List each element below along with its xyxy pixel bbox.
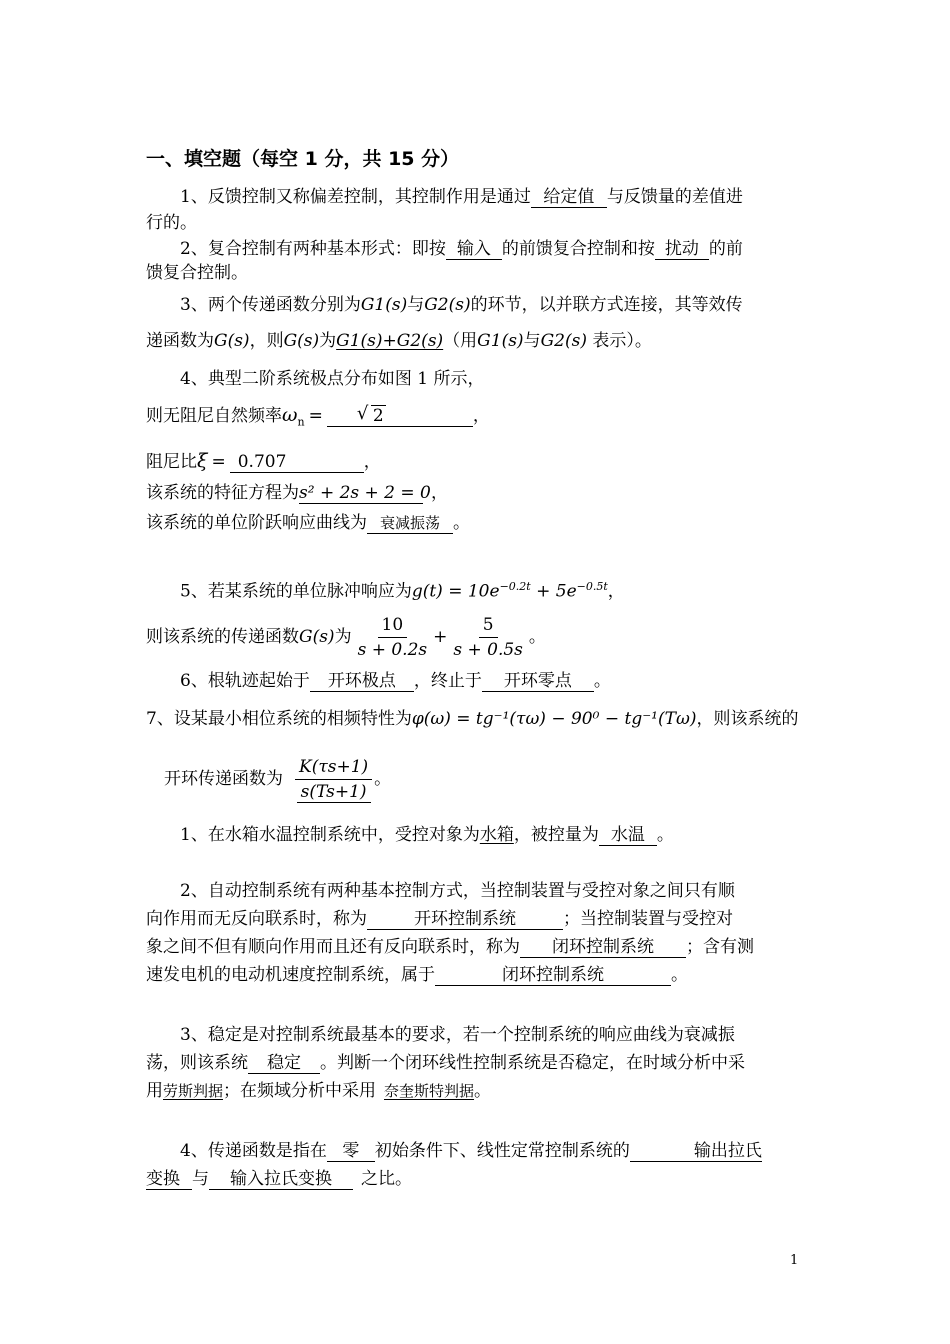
q1-answer: 给定值 (531, 187, 607, 208)
p4-answer-2a: 输出拉氏 (630, 1141, 762, 1162)
p3-l2a: 荡，则该系统 (146, 1053, 248, 1073)
p2-number: 2、 (180, 881, 208, 901)
p1-text: 在水箱水温控制系统中，受控对象为 (207, 825, 480, 845)
q2-answer-2: 扰动 (655, 239, 709, 260)
q3-g2: G2(s) (424, 295, 471, 315)
q4-intro-text: 典型二阶系统极点分布如图 1 所示， (207, 369, 485, 389)
p2-answer-2: 闭环控制系统 (520, 937, 686, 958)
q5-fraction-1 (354, 615, 432, 660)
q7-l2: 开环传递函数为 (164, 769, 283, 789)
q7-post: ，则该系统的 (696, 709, 799, 729)
q1-text-post: 与反馈量的差值进 (606, 187, 743, 207)
p4-l2a: 与 (192, 1169, 209, 1189)
question-3-line-1 (180, 294, 743, 316)
q4-wn-radicand: 2 (372, 406, 384, 426)
q4-xi-symbol: ξ (197, 450, 208, 472)
q5-f2-denominator: s + 0.5s (453, 640, 523, 660)
p2-l3a: 象之间不但有顺向作用而且还有反向联系时，称为 (146, 937, 520, 957)
q4-equals-2: = (211, 452, 226, 472)
p1-answer-1: 水箱 (479, 825, 514, 845)
q3-gs2: G(s) (283, 331, 320, 351)
q5-fraction-2 (449, 615, 527, 660)
q4-equals: = (308, 406, 323, 426)
p1-number: 1、 (180, 825, 208, 845)
sqrt-symbol (357, 406, 386, 426)
p4-l2b: 之比。 (361, 1169, 412, 1189)
q6-mid: ，终止于 (413, 671, 482, 691)
p3-l3a: 用 (146, 1081, 163, 1101)
p3-line-1 (180, 1024, 735, 1046)
p4-line-2 (146, 1168, 412, 1190)
p3-answer-2: 劳斯判据 (163, 1082, 224, 1100)
q4-characteristic-line (146, 482, 448, 504)
p2-l2a: 向作用而无反向联系时，称为 (146, 909, 367, 929)
q4-comma: ， (472, 406, 490, 426)
q4-natural-frequency-line (146, 404, 490, 433)
question-1-line-1 (180, 186, 743, 208)
p4-answer-1: 零 (327, 1141, 375, 1162)
question-7-line-1 (146, 708, 798, 730)
q3-gs: G(s) (214, 331, 250, 351)
q3-l2d: （用 (443, 331, 478, 351)
q5-impulse-g: g(t) = 10e (411, 581, 500, 602)
q3-g2b: G2(s) (540, 331, 587, 351)
p1-mid: ，被控量为 (513, 825, 599, 845)
q4-omega-symbol: ω (282, 404, 298, 426)
p3-l1: 稳定是对控制系统最基本的要求，若一个控制系统的响应曲线为衰减振 (207, 1025, 735, 1045)
question-6 (180, 670, 611, 692)
p2-line-3 (146, 936, 754, 958)
q6-text: 根轨迹起始于 (207, 671, 310, 691)
p3-line-3 (146, 1080, 491, 1102)
q3-text: 两个传递函数分别为 (207, 295, 361, 315)
q5-text: 若某系统的单位脉冲响应为 (207, 581, 412, 602)
q7-fraction (295, 757, 372, 803)
q4-damping-line (146, 450, 381, 473)
q7-period: 。 (374, 769, 392, 789)
question-7-line-2 (164, 754, 391, 804)
q5-gs: G(s) (299, 627, 335, 647)
q6-answer-2: 开环零点 (482, 671, 594, 692)
p3-l2b: 。判断一个闭环线性控制系统是否稳定，在时域分析中采 (320, 1053, 745, 1073)
p4-answer-3: 输入拉氏变换 (209, 1169, 353, 1190)
plus-sign: + (433, 627, 448, 647)
q3-answer: G1(s)+G2(s) (336, 331, 444, 351)
p4-l1b: 初始条件下、线性定常控制系统的 (374, 1141, 630, 1161)
p2-l2b: ；当控制装置与受控对 (563, 909, 733, 929)
p4-line-1 (180, 1140, 762, 1162)
p3-l3b: ；在频域分析中采用 (223, 1081, 377, 1101)
q7-phase-formula: φ(ω) = tg⁻¹(τω) − 90⁰ − tg⁻¹(Tω) (411, 709, 697, 729)
p4-answer-2b: 变换 (146, 1169, 192, 1190)
q7-numerator: K(τs+1) (295, 757, 372, 780)
q4-step-answer: 衰减振荡 (367, 513, 453, 534)
question-3-line-2 (146, 330, 652, 352)
q3-l2e: 表示）。 (586, 331, 652, 351)
q3-l2c: 为 (319, 331, 337, 351)
p4-number: 4、 (180, 1141, 208, 1161)
q4-omega-subscript: n (297, 415, 305, 429)
q4-number: 4、 (180, 369, 208, 389)
p3-l3c: 。 (474, 1081, 492, 1101)
q2-text-mid: 的前馈复合控制和按 (501, 239, 655, 259)
q3-g1b: G1(s) (477, 331, 524, 351)
q6-answer-1: 开环极点 (310, 671, 414, 692)
p3-line-2 (146, 1052, 745, 1074)
q4-wn-label: 则无阻尼自然频率 (146, 406, 282, 426)
question-2-line-1 (180, 238, 743, 260)
question-4-intro (180, 368, 484, 390)
p2-l4a: 速发电机的电动机速度控制系统，属于 (146, 965, 435, 985)
q2-text: 复合控制有两种基本形式：即按 (207, 239, 446, 259)
q3-g1: G1(s) (360, 295, 408, 315)
p2-answer-3: 闭环控制系统 (435, 965, 671, 986)
p2-answer-1: 开环控制系统 (367, 909, 563, 930)
q7-number: 7、 (146, 709, 174, 729)
q5-f1-numerator: 10 (378, 615, 408, 638)
q4-comma-2: ， (363, 452, 381, 472)
q2-number: 2、 (180, 239, 208, 259)
question-2-line-2: 馈复合控制。 (146, 263, 248, 283)
q4-step-response-line (146, 512, 470, 534)
q4-wn-answer (327, 406, 473, 427)
section-heading: 一、填空题（每空 1 分，共 15 分） (146, 148, 460, 170)
q5-l2b: 为 (334, 627, 352, 647)
q3-text-post: 的环节，以并联方式连接，其等效传 (470, 295, 743, 315)
q4-comma-3: ， (431, 483, 448, 503)
q3-l2a: 递函数为 (146, 331, 214, 351)
p3-number: 3、 (180, 1025, 208, 1045)
p3-answer-3: 奈奎斯特判据 (384, 1082, 475, 1100)
q1-text: 反馈控制又称偏差控制，其控制作用是通过 (207, 187, 531, 207)
q1-number: 1、 (180, 187, 208, 207)
q5-period: 。 (528, 627, 546, 647)
q5-f2-numerator: 5 (479, 615, 498, 638)
p2-l3b: ；含有测 (686, 937, 754, 957)
p1-post: 。 (656, 825, 674, 845)
q5-post: ， (607, 581, 625, 602)
question-5-line-1 (180, 576, 625, 603)
q5-l2: 则该系统的传递函数 (146, 627, 299, 647)
p1-answer-2: 水温 (599, 825, 657, 846)
q3-l2b: ，则 (249, 331, 284, 351)
q2-text-post: 的前 (708, 239, 743, 259)
q6-number: 6、 (180, 671, 208, 691)
q5-exp1: −0.2t (499, 580, 531, 593)
question-1-line-2: 行的。 (146, 213, 197, 233)
q4-step-label: 该系统的单位阶跃响应曲线为 (146, 513, 367, 533)
q5-exp2: −0.5t (576, 580, 608, 593)
q4-period: 。 (453, 513, 470, 533)
p2-line-1 (180, 880, 735, 902)
p2-l4b: 。 (671, 965, 688, 985)
q3-and2: 与 (523, 331, 541, 351)
q6-post: 。 (593, 671, 611, 691)
q3-number: 3、 (180, 295, 208, 315)
q7-text: 设某最小相位系统的相频特性为 (173, 709, 412, 729)
q4-char-label: 该系统的特征方程为 (146, 483, 299, 503)
page-number: 1 (790, 1253, 799, 1268)
q5-plus-term: + 5e (530, 581, 577, 602)
p2-line-2 (146, 908, 733, 930)
q5-number: 5、 (180, 581, 208, 602)
q4-zeta-label: 阻尼比 (146, 452, 197, 472)
q3-and: 与 (407, 295, 425, 315)
q7-denominator: s(Ts+1) (297, 780, 371, 803)
p4-l1a: 传递函数是指在 (207, 1141, 327, 1161)
p3-answer-1: 稳定 (248, 1053, 320, 1074)
q4-char-answer: s² + 2s + 2 = 0 (299, 483, 431, 503)
q2-answer-1: 输入 (446, 239, 502, 260)
p2-l1: 自动控制系统有两种基本控制方式，当控制装置与受控对象之间只有顺 (207, 881, 735, 901)
p2-line-4 (146, 964, 688, 986)
q5-f1-denominator: s + 0.2s (357, 640, 428, 660)
q4-zeta-answer: 0.707 (230, 452, 364, 473)
part2-question-1 (180, 824, 674, 846)
question-5-line-2 (146, 614, 546, 660)
